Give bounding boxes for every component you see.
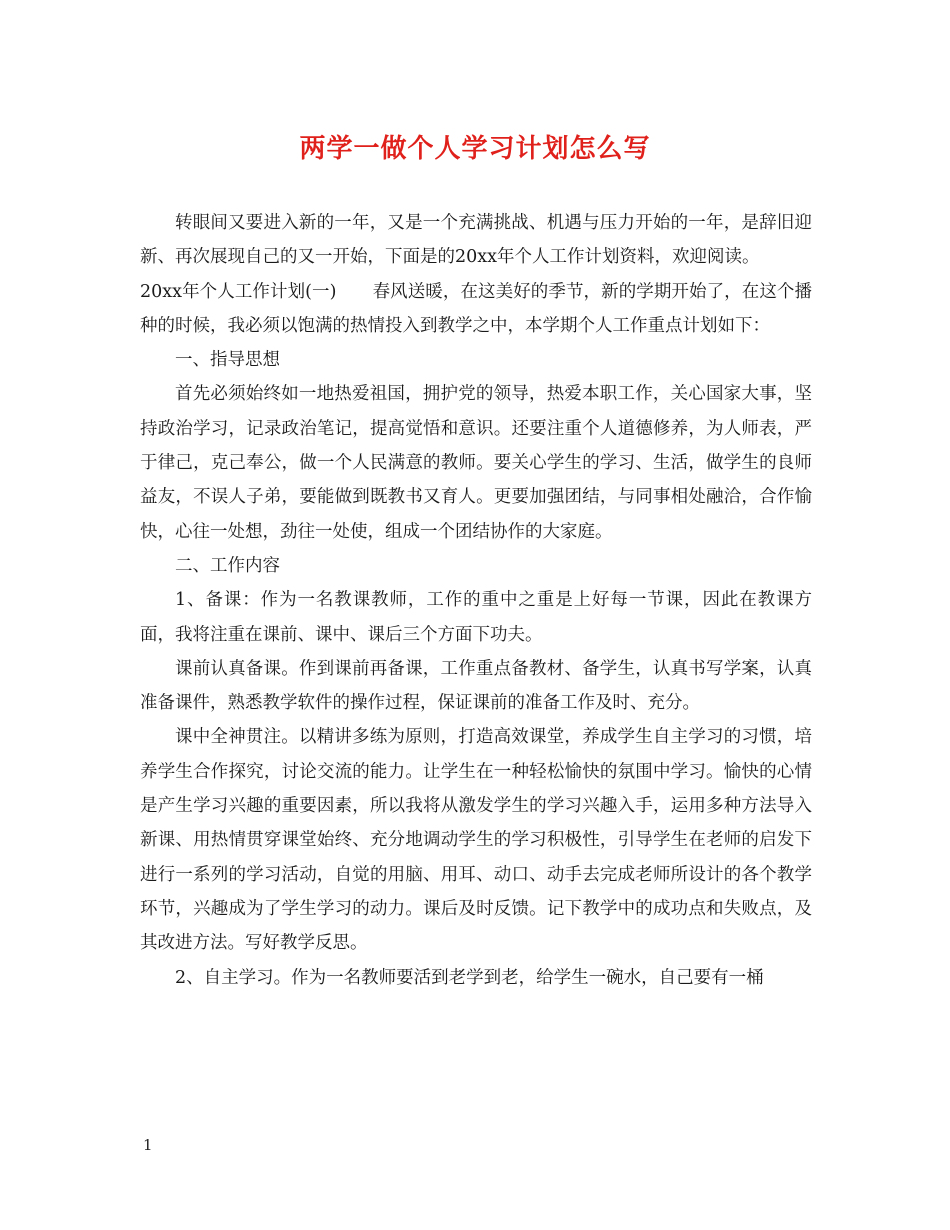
- plan-heading: 20xx年个人工作计划(一): [140, 281, 337, 302]
- paragraph-lesson-prep: 1、备课：作为一名教课教师，工作的重中之重是上好每一节课，因此在教课方面，我将注重在课前、课中、课后三个方面下功夫。: [140, 590, 812, 645]
- page-number: 1: [143, 1136, 153, 1154]
- paragraph-before-class: 课前认真备课。作到课前再备课，工作重点备教材、备学生，认真书写学案，认真准备课件，熟悉教学软件的操作过程，保证课前的准备工作及时、充分。: [140, 658, 812, 714]
- paragraph-intro: 转眼间又要进入新的一年，又是一个充满挑战、机遇与压力开始的一年，是辞旧迎新、再次展现自己的又一开始，下面是的20xx年个人工作计划资料，欢迎阅读。: [140, 213, 812, 268]
- document-body: [140, 206, 812, 995]
- paragraph-plan-one: [140, 275, 812, 344]
- section-heading-guiding-thought: 一、指导思想: [175, 350, 280, 371]
- section-heading-work-content: 二、工作内容: [175, 555, 280, 576]
- paragraph-guiding-thought: 首先必须始终如一地热爱祖国，拥护党的领导，热爱本职工作，关心国家大事，坚持政治学习，记录政治笔记，提高觉悟和意识。还要注重个人道德修养，为人师表，严于律己，克己奉公，做一个人民满意的教师。要关心学生的学习、生活，做学生的良师益友，不误人子弟，要能做到既教书又育人。更要加强团结，与同事相处融洽，合作愉快，心往一处想，劲往一处使，组成一个团结协作的大家庭。: [140, 384, 812, 542]
- page-title: 两学一做个人学习计划怎么写: [299, 134, 651, 164]
- plan-one-text: 春风送暖，在这美好的季节，新的学期开始了，在这个播种的时候，我必须以饱满的热情投入到教学之中，本学期个人工作重点计划如下：: [140, 281, 813, 336]
- paragraph-during-class: 课中全神贯注。以精讲多练为原则，打造高效课堂，养成学生自主学习的习惯，培养学生合作探究，讨论交流的能力。让学生在一种轻松愉快的氛围中学习。愉快的心情是产生学习兴趣的重要因素，所以我将从激发学生的学习兴趣入手，运用多种方法导入新课、用热情贯穿课堂始终、充分地调动学生的学习积极性，引导学生在老师的启发下进行一系列的学习活动，自觉的用脑、用耳、动口、动手去完成老师所设计的各个教学环节，兴趣成为了学生学习的动力。课后及时反馈。记下教学中的成功点和失败点，及其改进方法。写好教学反思。: [140, 727, 812, 954]
- paragraph-self-study: 2、自主学习。作为一名教师要活到老学到老，给学生一碗水，自己要有一桶: [175, 967, 764, 988]
